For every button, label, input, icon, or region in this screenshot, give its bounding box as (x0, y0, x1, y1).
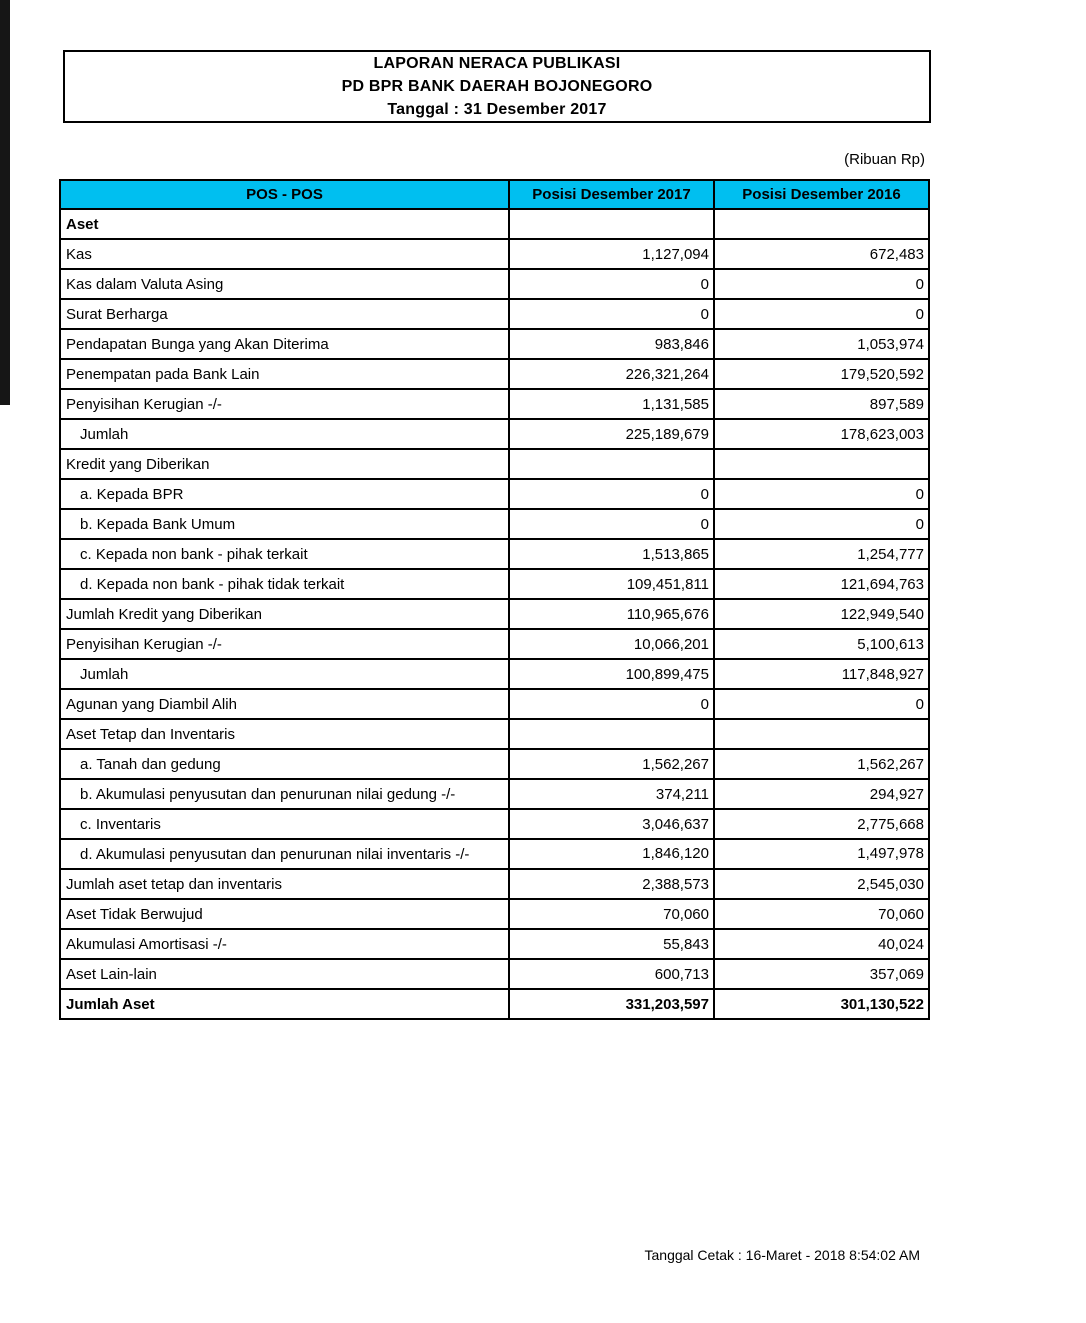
bank-name: PD BPR BANK DAERAH BOJONEGORO (341, 78, 653, 95)
row-value-2017: 374,211 (509, 779, 714, 809)
table-row (60, 719, 929, 749)
row-value-2016: 70,060 (714, 899, 929, 929)
table-row (60, 779, 929, 809)
row-label: d. Kepada non bank - pihak tidak terkait (60, 569, 509, 599)
row-value-2017: 331,203,597 (509, 989, 714, 1019)
row-value-2017: 225,189,679 (509, 419, 714, 449)
row-value-2017: 110,965,676 (509, 599, 714, 629)
row-value-2016: 1,497,978 (714, 839, 929, 869)
row-value-2017: 109,451,811 (509, 569, 714, 599)
row-value-2017: 2,388,573 (509, 869, 714, 899)
row-label: Jumlah Aset (60, 989, 509, 1019)
row-label: a. Tanah dan gedung (60, 749, 509, 779)
row-label: Pendapatan Bunga yang Akan Diterima (60, 329, 509, 359)
row-label: Aset Lain-lain (60, 959, 509, 989)
report-title: LAPORAN NERACA PUBLIKASI (373, 55, 621, 72)
report-title-box (63, 50, 931, 123)
row-value-2017 (509, 719, 714, 749)
row-value-2016 (714, 719, 929, 749)
row-label: Aset (60, 209, 509, 239)
column-header-pos: POS - POS (60, 180, 509, 209)
row-label: Aset Tetap dan Inventaris (60, 719, 509, 749)
row-value-2016: 0 (714, 479, 929, 509)
row-value-2016: 2,775,668 (714, 809, 929, 839)
row-value-2017: 0 (509, 689, 714, 719)
table-row (60, 599, 929, 629)
row-value-2017: 1,846,120 (509, 839, 714, 869)
row-value-2016: 301,130,522 (714, 989, 929, 1019)
row-value-2017: 70,060 (509, 899, 714, 929)
table-row (60, 959, 929, 989)
row-value-2017: 0 (509, 479, 714, 509)
row-value-2016: 0 (714, 689, 929, 719)
row-value-2016: 357,069 (714, 959, 929, 989)
row-value-2017: 983,846 (509, 329, 714, 359)
row-value-2016: 1,254,777 (714, 539, 929, 569)
row-value-2017 (509, 209, 714, 239)
report-date: Tanggal : 31 Desember 2017 (387, 101, 607, 118)
row-value-2016: 178,623,003 (714, 419, 929, 449)
row-value-2016: 2,545,030 (714, 869, 929, 899)
row-label: Penempatan pada Bank Lain (60, 359, 509, 389)
table-row (60, 809, 929, 839)
row-value-2016: 1,562,267 (714, 749, 929, 779)
row-value-2016: 294,927 (714, 779, 929, 809)
table-row (60, 929, 929, 959)
row-label: c. Kepada non bank - pihak terkait (60, 539, 509, 569)
print-date: Tanggal Cetak : 16-Maret - 2018 8:54:02 AM (644, 1247, 920, 1263)
table-row (60, 839, 929, 869)
table-row (60, 689, 929, 719)
row-value-2016 (714, 209, 929, 239)
row-value-2017 (509, 449, 714, 479)
row-value-2016: 897,589 (714, 389, 929, 419)
table-row (60, 359, 929, 389)
row-value-2017: 0 (509, 509, 714, 539)
row-value-2017: 600,713 (509, 959, 714, 989)
row-label: Jumlah (60, 419, 509, 449)
row-value-2016: 117,848,927 (714, 659, 929, 689)
column-header-2017: Posisi Desember 2017 (509, 180, 714, 209)
row-label: a. Kepada BPR (60, 479, 509, 509)
row-value-2017: 0 (509, 269, 714, 299)
scan-edge-artifact (0, 0, 10, 405)
row-value-2016 (714, 449, 929, 479)
table-row (60, 659, 929, 689)
row-value-2017: 55,843 (509, 929, 714, 959)
row-label: Kredit yang Diberikan (60, 449, 509, 479)
table-row (60, 479, 929, 509)
row-value-2016: 0 (714, 299, 929, 329)
row-value-2017: 10,066,201 (509, 629, 714, 659)
row-value-2017: 0 (509, 299, 714, 329)
row-label: Akumulasi Amortisasi -/- (60, 929, 509, 959)
table-row (60, 509, 929, 539)
row-value-2016: 0 (714, 269, 929, 299)
table-header-row (60, 180, 929, 209)
row-value-2017: 226,321,264 (509, 359, 714, 389)
table-row (60, 389, 929, 419)
row-label: Agunan yang Diambil Alih (60, 689, 509, 719)
balance-sheet-table (59, 179, 930, 1020)
table-row (60, 449, 929, 479)
row-value-2017: 3,046,637 (509, 809, 714, 839)
row-value-2017: 100,899,475 (509, 659, 714, 689)
row-value-2017: 1,131,585 (509, 389, 714, 419)
table-row (60, 299, 929, 329)
table-row (60, 989, 929, 1019)
row-value-2017: 1,562,267 (509, 749, 714, 779)
row-value-2016: 672,483 (714, 239, 929, 269)
table-row (60, 419, 929, 449)
row-value-2016: 122,949,540 (714, 599, 929, 629)
table-row (60, 539, 929, 569)
row-label: Jumlah aset tetap dan inventaris (60, 869, 509, 899)
table-row (60, 329, 929, 359)
row-value-2016: 40,024 (714, 929, 929, 959)
row-label: c. Inventaris (60, 809, 509, 839)
row-label: Kas (60, 239, 509, 269)
row-label: Jumlah Kredit yang Diberikan (60, 599, 509, 629)
row-value-2016: 179,520,592 (714, 359, 929, 389)
row-label: d. Akumulasi penyusutan dan penurunan nilai inventaris -/- (60, 839, 509, 869)
table-row (60, 629, 929, 659)
row-value-2017: 1,513,865 (509, 539, 714, 569)
column-header-2016: Posisi Desember 2016 (714, 180, 929, 209)
row-label: Jumlah (60, 659, 509, 689)
table-row (60, 239, 929, 269)
currency-unit-label: (Ribuan Rp) (844, 151, 925, 168)
row-value-2016: 0 (714, 509, 929, 539)
table-row (60, 899, 929, 929)
row-label: Surat Berharga (60, 299, 509, 329)
row-label: Aset Tidak Berwujud (60, 899, 509, 929)
row-label: b. Akumulasi penyusutan dan penurunan nilai gedung -/- (60, 779, 509, 809)
table-row (60, 269, 929, 299)
table-row (60, 869, 929, 899)
row-value-2017: 1,127,094 (509, 239, 714, 269)
table-row (60, 569, 929, 599)
table-row (60, 749, 929, 779)
row-label: Kas dalam Valuta Asing (60, 269, 509, 299)
row-label: b. Kepada Bank Umum (60, 509, 509, 539)
row-value-2016: 121,694,763 (714, 569, 929, 599)
row-label: Penyisihan Kerugian -/- (60, 389, 509, 419)
row-label: Penyisihan Kerugian -/- (60, 629, 509, 659)
row-value-2016: 5,100,613 (714, 629, 929, 659)
table-row (60, 209, 929, 239)
row-value-2016: 1,053,974 (714, 329, 929, 359)
